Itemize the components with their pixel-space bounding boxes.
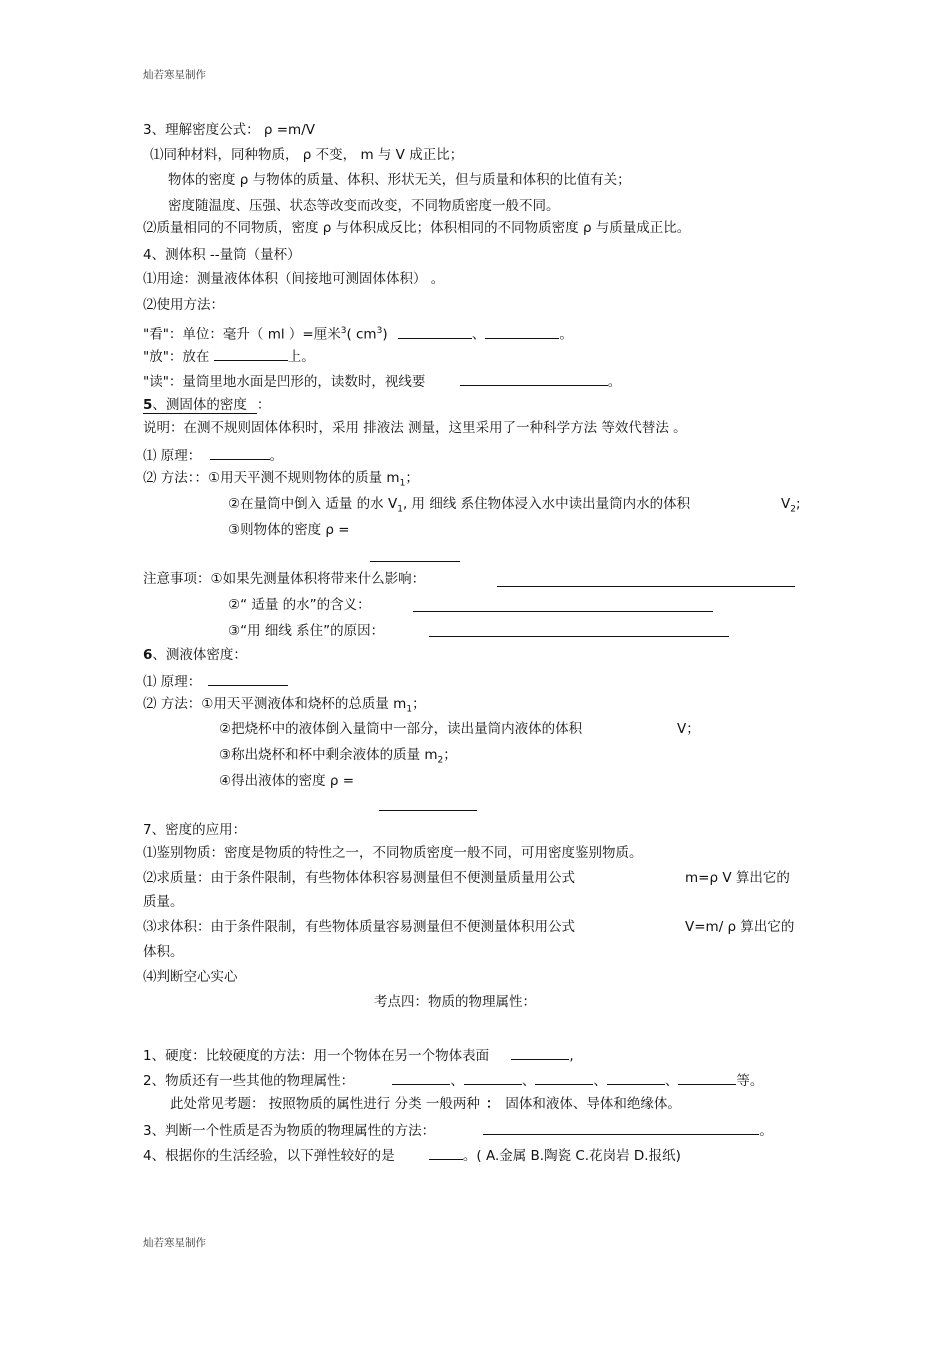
kp4-q1 [143, 1045, 574, 1065]
s5-m1-text: ⑵ 方法：：①用天平测不规则物体的质量 m [143, 470, 400, 486]
s5-method-3: ③则物体的密度 ρ = [228, 522, 350, 538]
s5-principle-end: 。 [269, 448, 284, 464]
s6-m1-text: ⑵ 方法：①用天平测液体和烧杯的总质量 m [143, 696, 407, 712]
s5-note-3-blank[interactable] [429, 636, 729, 637]
s5-note: 说明：在测不规则固体体积时，采用 排液法 测量，这里采用了一种科学方法 等效代替法 。 [143, 420, 687, 436]
s7-app-3c: 体积。 [143, 944, 184, 960]
s6-title [143, 646, 247, 664]
s6-m1-end: ； [412, 696, 426, 712]
kp4-q1-text: 1、硬度：比较硬度的方法：用一个物体在另一个物体表面 [143, 1048, 490, 1064]
s7-title: 7、密度的应用： [143, 822, 247, 838]
s7-app-2a: ⑵求质量：由于条件限制，有些物体体积容易测量但不便测量质量用公式 [143, 870, 575, 886]
s7-app-1: ⑴鉴别物质：密度是物质的特性之一，不同物质密度一般不同，可用密度鉴别物质。 [143, 845, 643, 861]
s3-line4: ⑵质量相同的不同物质，密度 ρ 与体积成反比；体积相同的不同物质密度 ρ 与质量成正比。 [143, 220, 691, 236]
s6-m3-end: ； [443, 747, 457, 763]
kp4-q2-blank-1[interactable] [392, 1070, 450, 1085]
page-header: 灿若寒星制作 [143, 69, 206, 81]
kp4-q4 [143, 1145, 681, 1165]
s5-method-2 [228, 495, 690, 519]
s5-m2-b: , 用 细线 系住物体浸入水中读出量筒内水的体积 [402, 496, 691, 512]
s3-line3: 密度随温度、压强、状态等改变而改变，不同物质密度一般不同。 [168, 198, 560, 214]
look-cm: ( cm [346, 326, 377, 343]
s5-method-2-v2 [781, 495, 801, 519]
kp4-q3-text: 3、判断一个性质是否为物质的物理属性的方法： [143, 1123, 436, 1139]
s5-note-2: ②“ 适量 的水”的含义： [228, 597, 371, 613]
look-blank-1[interactable] [398, 324, 472, 339]
look-close: ) [382, 326, 388, 343]
s6-principle-label: ⑴ 原理： [143, 674, 202, 690]
s7-app-4: ⑷判断空心实心 [143, 969, 238, 985]
s5-principle [143, 445, 283, 465]
kp4-q2-blank-4[interactable] [607, 1070, 665, 1085]
kp4-q2-end: 等。 [736, 1073, 764, 1089]
s5-note-3: ③“用 细线 系住”的原因： [228, 623, 385, 639]
s7-app-3b: V=m/ ρ 算出它的 [685, 919, 795, 935]
s5-m2-sub: 1 [397, 504, 403, 515]
kp4-q1-end: , [569, 1048, 574, 1064]
s5-title [143, 396, 270, 414]
s5-m2-text: ②在量筒中倒入 适量 的水 V [228, 496, 398, 512]
s6-method-1 [143, 695, 426, 719]
s4-read-line [143, 371, 621, 391]
read-end: 。 [607, 374, 622, 390]
kp4-q2-blank-3[interactable] [535, 1070, 593, 1085]
look-blank-2[interactable] [485, 324, 559, 339]
put-end: 上。 [287, 349, 315, 365]
kp4-q2-sep-1: 、 [450, 1073, 464, 1089]
kp4-q2-sep-3: 、 [593, 1073, 607, 1089]
s3-line2: 物体的密度 ρ 与物体的质量、体积、形状无关，但与质量和体积的比值有关； [168, 172, 631, 188]
s5-note-1: 注意事项：①如果先测量体积将带来什么影响： [143, 571, 426, 587]
kp4-q4-text: 4、根据你的生活经验，以下弹性较好的是 [143, 1148, 395, 1164]
s7-app-2c: 质量。 [143, 894, 184, 910]
kp4-q2-note-b: ： [485, 1096, 500, 1112]
kp4-q2-sep-4: 、 [664, 1073, 679, 1089]
kp4-q2-text: 2、物质还有一些其他的物理属性： [143, 1073, 355, 1089]
s3-line1: ⑴同种材料，同种物质， ρ 不变， m 与 V 成正比； [150, 147, 464, 163]
kp4-q2-note-c: 固体和液体、导体和绝缘体。 [505, 1096, 681, 1112]
page-footer: 灿若寒星制作 [143, 1237, 206, 1249]
s5-m1-sub: 1 [399, 478, 406, 489]
put-blank[interactable] [214, 346, 288, 361]
kp4-q2 [143, 1070, 763, 1090]
kp4-q2-blank-2[interactable] [464, 1070, 522, 1085]
s5-m2-sub2: 2 [790, 504, 796, 515]
s4-method: ⑵使用方法： [143, 297, 224, 313]
kp4-q2-note [170, 1095, 681, 1113]
s6-method-2: ②把烧杯中的液体倒入量筒中一部分，读出量筒内液体的体积 [219, 721, 583, 737]
s5-note-2-blank[interactable] [413, 611, 713, 612]
s6-principle-blank[interactable] [208, 671, 288, 686]
s5-m2-end: ; [795, 496, 801, 512]
s6-m3-text: ③称出烧杯和杯中剩余液体的质量 m [219, 747, 438, 763]
kp4-q2-sep-2: 、 [521, 1073, 536, 1089]
kp4-title: 考点四：物质的物理属性： [374, 994, 536, 1010]
kp4-q3-end: 。 [759, 1123, 773, 1139]
s5-title-text: 、测固体的密度 [152, 397, 257, 414]
kp4-q2-blank-5[interactable] [678, 1070, 736, 1085]
s5-principle-blank[interactable] [210, 445, 270, 460]
s4-use: ⑴用途：测量液体体积（间接地可测固体体积） 。 [143, 271, 445, 287]
s6-method-3 [219, 746, 457, 770]
s4-look-line [143, 322, 573, 344]
s6-title-num: 6 [143, 647, 153, 663]
s6-m1-sub: 1 [406, 704, 413, 715]
s7-app-2b: m=ρ V 算出它的 [685, 870, 790, 886]
look-sup: 3 [340, 326, 347, 336]
kp4-q2-note-a: 此处常见考题： 按照物质的属性进行 分类 一般两种 [170, 1096, 480, 1112]
kp4-q3 [143, 1120, 773, 1140]
s5-principle-label: ⑴ 原理： [143, 448, 202, 464]
s6-title-text: 、测液体密度： [152, 647, 247, 663]
s6-method-2-v: V； [677, 721, 700, 737]
s5-density-blank[interactable] [370, 561, 460, 562]
s4-title: 4、测体积 --量筒（量杯） [143, 247, 301, 263]
s6-method-4: ④得出液体的密度 ρ = [219, 773, 355, 789]
s5-method-1 [143, 469, 419, 493]
put-text: "放"：放在 [143, 349, 210, 365]
s6-principle [143, 671, 288, 691]
s5-title-end: ： [256, 397, 271, 413]
kp4-q4-options: 。( A.金属 B.陶瓷 C.花岗岩 D.报纸) [462, 1148, 681, 1164]
s5-m2-v: V [781, 496, 791, 512]
kp4-q4-blank[interactable] [429, 1145, 463, 1160]
read-text: "读"：量筒里地水面是凹形的，读数时，视线要 [143, 374, 426, 390]
look-text: "看"：单位：毫升（ ml ）=厘米 [143, 326, 341, 343]
s6-m3-sub: 2 [437, 755, 444, 766]
s5-note-1-blank[interactable] [497, 586, 795, 587]
kp4-q3-blank[interactable] [483, 1120, 759, 1135]
s6-density-blank[interactable] [379, 810, 477, 811]
read-blank[interactable] [460, 371, 608, 386]
look-sup2: 3 [376, 326, 383, 336]
s7-app-3a: ⑶求体积：由于条件限制，有些物体质量容易测量但不便测量体积用公式 [143, 919, 575, 935]
look-end: 。 [559, 326, 573, 343]
s5-title-num: 5 [143, 397, 153, 413]
kp4-q1-blank[interactable] [511, 1045, 569, 1060]
s5-m1-end: ； [405, 470, 419, 486]
s3-title: 3、理解密度公式： ρ =m/V [143, 122, 315, 138]
s4-put-line [143, 346, 315, 366]
look-sep: 、 [471, 326, 486, 343]
